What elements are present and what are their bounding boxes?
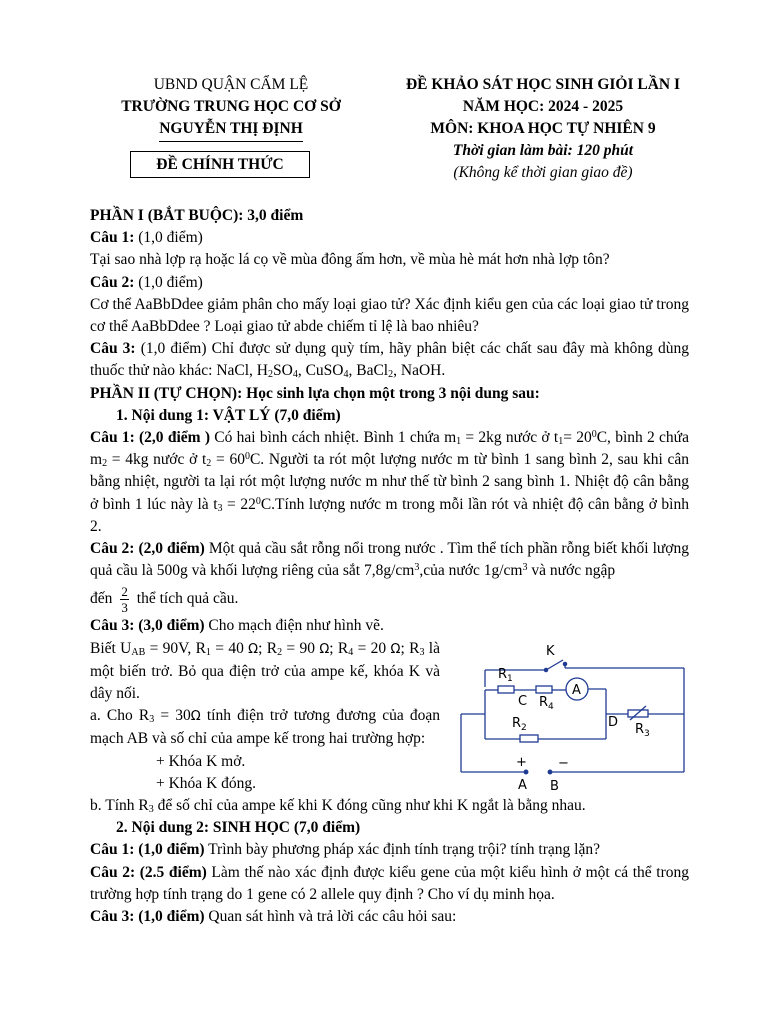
fraction-denominator: 3	[121, 600, 128, 616]
label-plus: +	[516, 755, 527, 770]
q-text: , BaCl	[348, 362, 389, 380]
q-text: = 40	[210, 639, 249, 657]
q-points: (1,0 điểm)	[134, 229, 203, 247]
q-label: Câu 3: (1,0 điểm)	[90, 908, 205, 926]
q-text: để số chỉ của ampe kế khi K đóng cũng như khi K ngắt là bằng nhau.	[153, 797, 586, 815]
biology-q2	[90, 862, 689, 906]
school-name: NGUYỄN THỊ ĐỊNH	[159, 118, 303, 142]
subscript: 4	[292, 369, 298, 381]
q-text: ;	[400, 639, 405, 657]
section2-title: 2. Nội dung 2: SINH HỌC (7,0 điểm)	[116, 819, 361, 837]
subscript: 3	[148, 804, 154, 816]
q-text: SO	[273, 362, 293, 380]
q-text: Làm thế nào xác định được kiểu gene của một kiểu hình ở một cá thể trong trường hợp tính trạng do 1 gene có 2 allele quy định ? Cho ví dụ minh họa.	[90, 863, 689, 903]
school-type: TRƯỜNG TRUNG HỌC CƠ SỞ	[121, 98, 341, 115]
exam-content	[90, 205, 689, 928]
q-label: Câu 3: (3,0 điểm)	[90, 617, 205, 635]
q-text: là một biến trở. Bỏ qua điện trở của ampe kế, khóa K và dây nối.	[90, 639, 440, 703]
q-text: = 4kg nước ở t	[107, 451, 207, 469]
switch-contact	[544, 668, 547, 671]
label-r2	[512, 716, 527, 733]
label-terminal-a: A	[518, 778, 527, 793]
q-text: Cho mạch điện như hình vẽ.	[204, 617, 384, 635]
q-text: , NaOH.	[393, 362, 446, 380]
time-limit: Thời gian làm bài: 120 phút	[452, 142, 634, 159]
switch-k-blade	[546, 660, 563, 670]
section1-title: 1. Nội dung 1: VẬT LÝ (7,0 điểm)	[116, 406, 341, 424]
subject: MÔN: KHOA HỌC TỰ NHIÊN 9	[430, 120, 656, 137]
subscript: 1	[558, 436, 564, 448]
subscript: 3	[419, 646, 425, 658]
q-points: (1,0 điểm)	[134, 273, 203, 291]
label-c: C	[518, 694, 528, 709]
header-left	[96, 74, 366, 142]
label-terminal-b: B	[550, 779, 559, 794]
superscript: 3	[414, 562, 420, 574]
q-text: = 90V, R	[145, 639, 206, 657]
q-text: R	[409, 639, 420, 657]
q-text: Quan sát hình và trả lời các câu hỏi sau:	[204, 908, 457, 926]
q-text: b. Tính R	[90, 797, 149, 815]
exam-title: ĐỀ KHẢO SÁT HỌC SINH GIỎI LẦN I	[405, 76, 681, 93]
physics-q1	[90, 427, 689, 538]
q-text: = 20	[353, 639, 391, 657]
q-text: = 22	[222, 495, 256, 513]
part2-title: PHẦN II (TỰ CHỌN): Học sinh lựa chọn một trong 3 nội dung sau:	[90, 384, 540, 402]
two-thirds-fraction	[120, 584, 129, 615]
q-label: Câu 3:	[90, 340, 136, 358]
subscript: 2	[388, 369, 394, 381]
q-text: và nước ngập	[527, 562, 616, 580]
case-switch-open: + Khóa K mở.	[156, 752, 246, 770]
part1-q2-header	[90, 272, 689, 294]
part1-q1-text: Tại sao nhà lợp rạ hoặc lá cọ về mùa đông ấm hơn, về mùa hè mát hơn nhà lợp tôn?	[90, 251, 610, 269]
label-r2-sub: 2	[521, 723, 527, 733]
q-label: Câu 1: (1,0 điểm)	[90, 841, 205, 859]
subscript: 3	[217, 502, 223, 514]
school-year: NĂM HỌC: 2024 - 2025	[462, 98, 624, 115]
q-text: = 30	[154, 707, 191, 725]
rheostat-arrow	[630, 706, 646, 720]
superscript: 0	[244, 451, 250, 463]
q-text: , CuSO	[297, 362, 344, 380]
label-r3	[635, 722, 650, 739]
q-text: a. Cho R	[90, 707, 150, 725]
biology-q1	[90, 839, 689, 861]
subscript: 4	[348, 646, 354, 658]
q-label: Câu 1:	[90, 229, 135, 247]
q-text: tính điện trở tương đương của đoạn mạch AB và số chỉ của ampe kế trong hai trường hợp:	[90, 707, 441, 748]
q-text: C.Tính lượng nước m trong mỗi lần rót và nhiệt độ cân bằng ở bình 2.	[90, 495, 689, 535]
q-label: Câu 2: (2,0 điểm)	[90, 540, 205, 558]
label-r1-letter: R	[498, 667, 508, 682]
label-r3-letter: R	[635, 722, 645, 737]
biology-q3	[90, 906, 689, 928]
ohm-symbol: Ω	[190, 709, 201, 725]
official-label: ĐỀ CHÍNH THỨC	[130, 151, 310, 178]
subscript: 3	[149, 714, 155, 726]
q-text: ,của nước 1g/cm	[419, 562, 523, 580]
superscript: 0	[255, 495, 261, 507]
q-text: (1,0 điểm) Chỉ được sử dụng quỳ tím, hãy phân biệt các chất sau đây mà không dùng thuốc thử nào khác: NaCl, H	[90, 340, 689, 380]
q-text: = 60	[211, 451, 245, 469]
label-r4-letter: R	[539, 695, 549, 710]
q-label: Câu 1: (2,0 điểm )	[90, 429, 210, 447]
q-text: Biết U	[90, 639, 132, 657]
label-k: K	[546, 644, 555, 659]
label-d: D	[608, 715, 619, 730]
terminal-a	[524, 770, 528, 774]
subscript: 4	[343, 369, 349, 381]
subscript: 2	[102, 458, 108, 470]
case-switch-closed: + Khóa K đóng.	[156, 774, 257, 792]
part1-q2-text: Cơ thể AaBbDdee giảm phân cho mấy loại giao tử? Xác định kiểu gen của các loại giao tử trong cơ thể AaBbDdee ? Loại giao tử abde chiếm tỉ lệ là bao nhiêu?	[90, 295, 689, 336]
resistor-r1	[498, 686, 514, 693]
q-text: đến	[90, 590, 113, 608]
q-text: Trình bày phương pháp xác định tính trạng trội? tính trạng lặn?	[204, 841, 600, 859]
label-r1-sub: 1	[507, 674, 513, 684]
superscript: 0	[591, 429, 597, 441]
superscript: 3	[522, 562, 528, 574]
q-text: Có hai bình cách nhiệt. Bình 1 chứa m	[209, 429, 457, 447]
terminal-b	[548, 770, 552, 774]
q-label: Câu 2: (2.5 điểm)	[90, 863, 207, 881]
physics-q3-part-a	[90, 705, 440, 750]
subscript: 2	[268, 369, 274, 381]
header-right	[378, 74, 708, 184]
label-minus: −	[558, 756, 569, 771]
part1-q3	[90, 338, 689, 382]
physics-q2-fraction-line	[90, 584, 689, 615]
ohm-symbol: Ω	[390, 641, 401, 657]
physics-q3-given	[90, 638, 440, 706]
q-text: ; R	[329, 639, 349, 657]
q-text: C, bình 2 chứa m	[90, 429, 689, 469]
resistor-r2	[520, 735, 538, 742]
label-r4-sub: 4	[548, 702, 554, 712]
circuit-diagram	[458, 640, 698, 800]
q-label: Câu 2:	[90, 273, 135, 291]
q-text: = 20	[563, 429, 592, 447]
subscript: 2	[206, 458, 212, 470]
part1-q1-header	[90, 227, 689, 249]
physics-q2	[90, 538, 689, 582]
fraction-numerator: 2	[121, 584, 128, 600]
time-note: (Không kể thời gian giao đề)	[453, 164, 633, 181]
q-text: C. Người ta rót một lượng nước m từ bình 1 sang bình 2, sau khi cân bằng nhiệt, người ta lại rót một lượng nước m như thế từ bình 2 sang bình 1. Nhiệt độ cân bằng ở bình 1 lúc này là t	[90, 451, 689, 513]
q-text: Một quả cầu sắt rỗng nổi trong nước . Tìm thể tích phần rỗng biết khối lượng quả cầu là 500g và khối lượng riêng của sắt 7,8g/cm	[90, 540, 689, 580]
label-ammeter: A	[572, 683, 581, 698]
subscript: AB	[131, 646, 146, 658]
physics-q3-header	[90, 615, 689, 637]
q-text: = 2kg nước ở t	[461, 429, 559, 447]
q-text: ; R	[258, 639, 278, 657]
label-r4	[539, 695, 554, 712]
subscript: 2	[277, 646, 283, 658]
q-text: = 90	[282, 639, 320, 657]
resistor-r4	[536, 686, 552, 693]
district-name: UBND QUẬN CẨM LỆ	[153, 76, 309, 93]
subscript: 1	[456, 436, 462, 448]
label-r2-letter: R	[512, 716, 522, 731]
label-r3-sub: 3	[644, 729, 650, 739]
ohm-symbol: Ω	[248, 641, 259, 657]
subscript: 1	[205, 646, 211, 658]
part1-title: PHẦN I (BẮT BUỘC): 3,0 điểm	[90, 207, 304, 224]
ohm-symbol: Ω	[319, 641, 330, 657]
q-text: thể tích quả cầu.	[132, 590, 239, 608]
